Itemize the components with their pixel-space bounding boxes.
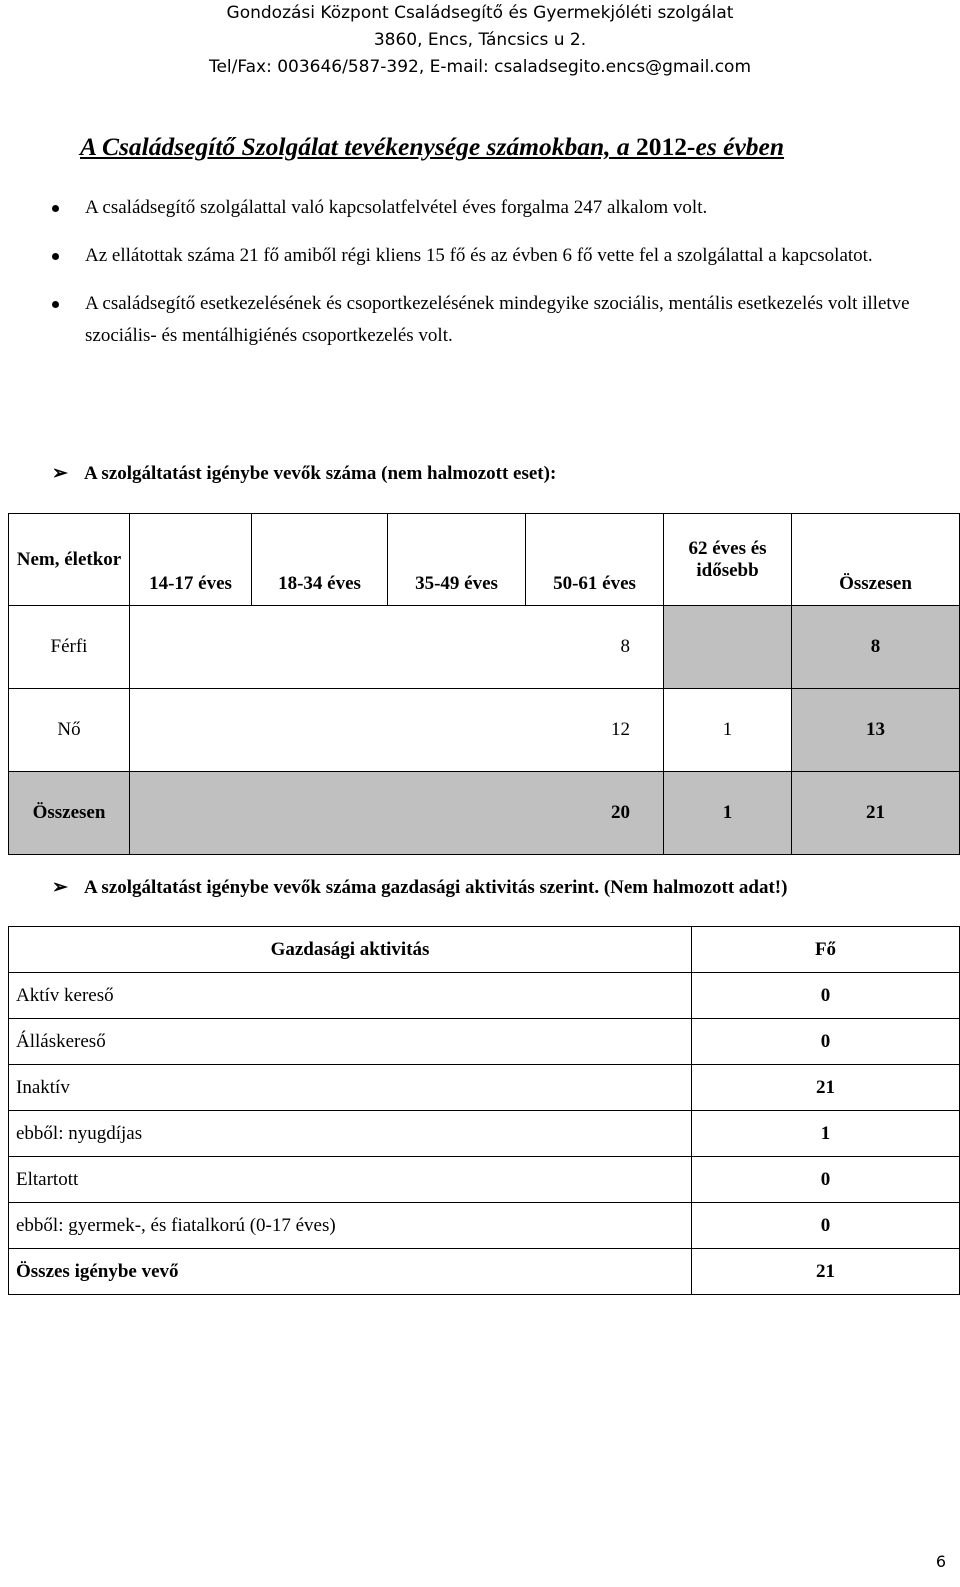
page-header xyxy=(0,0,960,81)
table-row xyxy=(9,1065,960,1111)
cell-value xyxy=(664,606,792,689)
page-title xyxy=(80,132,784,162)
table-row xyxy=(9,973,960,1019)
section2-heading xyxy=(52,876,787,899)
header-contact: Tel/Fax: 003646/587-392, E-mail: csaladsegito.encs@gmail.com xyxy=(208,57,752,77)
age-gender-table xyxy=(8,513,960,855)
row-label: Inaktív xyxy=(9,1065,692,1111)
row-label: Nő xyxy=(9,689,130,772)
cell-value: 8 xyxy=(130,606,664,689)
cell-value: 20 xyxy=(130,772,664,855)
title-part2: -es évben xyxy=(687,132,785,161)
col-header: Gazdasági aktivitás xyxy=(9,927,692,973)
cell-value: 21 xyxy=(692,1065,960,1111)
header-org-name: Gondozási Központ Családsegítő és Gyermekjóléti szolgálat xyxy=(226,3,734,23)
table-row xyxy=(9,606,960,689)
table-row xyxy=(9,1111,960,1157)
row-label: Aktív kereső xyxy=(9,973,692,1019)
col-header: 18-34 éves xyxy=(252,514,388,606)
col-header: Összesen xyxy=(792,514,960,606)
row-label: Férfi xyxy=(9,606,130,689)
bullet-item: Az ellátottak száma 21 fő amiből régi kliens 15 fő és az évben 6 fő vette fel a szolgálattal a kapcsolatot. xyxy=(0,240,960,272)
section1-heading-text: A szolgáltatást igénybe vevők száma (nem halmozott eset): xyxy=(84,463,557,484)
table-row xyxy=(9,1157,960,1203)
cell-total: 21 xyxy=(692,1249,960,1295)
col-header: 35-49 éves xyxy=(388,514,526,606)
bullet-item: A családsegítő szolgálattal való kapcsolatfelvétel éves forgalma 247 alkalom volt. xyxy=(0,192,960,224)
cell-value: 1 xyxy=(664,689,792,772)
col-header: 14-17 éves xyxy=(130,514,252,606)
table-header-row xyxy=(9,514,960,606)
cell-total: 21 xyxy=(792,772,960,855)
row-label: Összes igénybe vevő xyxy=(9,1249,692,1295)
cell-value: 0 xyxy=(692,1203,960,1249)
title-part1: A Családsegítő Szolgálat tevékenysége számokban, a xyxy=(80,132,637,161)
cell-total: 13 xyxy=(792,689,960,772)
col-header: 62 éves és idősebb xyxy=(664,514,792,606)
cell-value: 12 xyxy=(130,689,664,772)
page-number: 6 xyxy=(935,1552,946,1571)
table-header-row xyxy=(9,927,960,973)
col-header: Fő xyxy=(692,927,960,973)
cell-value: 0 xyxy=(692,1019,960,1065)
bullet-item: A családsegítő esetkezelésének és csoportkezelésének mindegyike szociális, mentális esetkezelés volt illetve szociális- és mentálhigiénés csoportkezelés volt. xyxy=(0,288,960,352)
section2-heading-text: A szolgáltatást igénybe vevők száma gazdasági aktivitás szerint. (Nem halmozott adat!) xyxy=(84,877,788,898)
table-total-row xyxy=(9,772,960,855)
section1-heading xyxy=(52,462,556,485)
cell-value: 0 xyxy=(692,1157,960,1203)
table-row xyxy=(9,1203,960,1249)
arrow-bullet-icon: ➢ xyxy=(52,877,68,898)
title-year: 2012 xyxy=(636,132,688,161)
col-header: 50-61 éves xyxy=(526,514,664,606)
cell-value: 1 xyxy=(692,1111,960,1157)
cell-total: 8 xyxy=(792,606,960,689)
row-label: Összesen xyxy=(9,772,130,855)
cell-value: 1 xyxy=(664,772,792,855)
header-address: 3860, Encs, Táncsics u 2. xyxy=(373,30,587,50)
table-total-row xyxy=(9,1249,960,1295)
row-label: ebből: nyugdíjas xyxy=(9,1111,692,1157)
table-row xyxy=(9,689,960,772)
table-row xyxy=(9,1019,960,1065)
arrow-bullet-icon: ➢ xyxy=(52,463,68,484)
economic-activity-table xyxy=(8,926,960,1295)
summary-bullet-list xyxy=(0,192,960,368)
row-label: ebből: gyermek-, és fiatalkorú (0-17 éves) xyxy=(9,1203,692,1249)
cell-value: 0 xyxy=(692,973,960,1019)
col-header: Nem, életkor xyxy=(9,514,130,606)
row-label: Álláskereső xyxy=(9,1019,692,1065)
row-label: Eltartott xyxy=(9,1157,692,1203)
